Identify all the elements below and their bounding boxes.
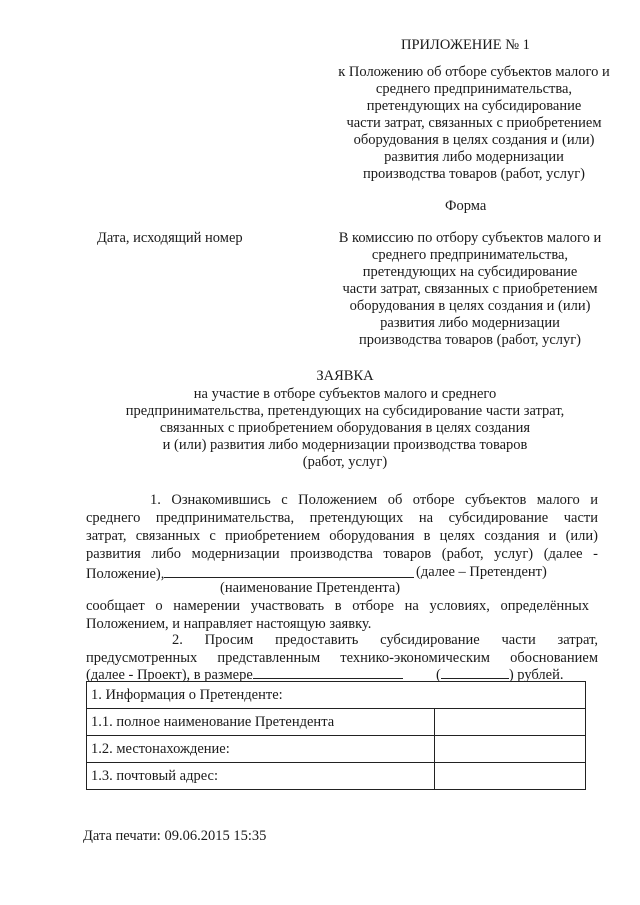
row-label: 1.1. полное наименование Претендента (87, 709, 435, 736)
para1-line6: сообщает о намерении участвовать в отборе на условиях, определённых (86, 598, 589, 614)
appendix-line: претендующих на субсидирование (366, 98, 582, 114)
appendix-title: ПРИЛОЖЕНИЕ № 1 (401, 37, 530, 53)
appendix-line: развития либо модернизации (384, 149, 564, 165)
print-date: Дата печати: 09.06.2015 15:35 (83, 828, 267, 844)
para1-line3: затрат, связанных с приобретением оборудования в целях создания и (или) (86, 528, 598, 544)
addressee-line: среднего предпринимательства, (371, 247, 569, 263)
para1-line5-end: (далее – Претендент) (416, 564, 547, 580)
addressee-line: части затрат, связанных с приобретением (342, 281, 598, 297)
application-subtitle-line: предпринимательства, претендующих на субсидирование части затрат, (125, 403, 565, 419)
form-label: Форма (445, 198, 487, 214)
row-label: 1.3. почтовый адрес: (87, 763, 435, 790)
table-header-cell: 1. Информация о Претенденте: (87, 682, 586, 709)
rubles-label: ) рублей. (508, 667, 564, 683)
paren-open: ( (436, 667, 441, 683)
para1-line5-start: Положение), (86, 566, 165, 582)
application-subtitle-line: (работ, услуг) (302, 454, 388, 470)
appendix-line: оборудования в целях создания и (или) (353, 132, 595, 148)
para1-line2: среднего предпринимательства, претендующих на субсидирование части (86, 510, 598, 526)
addressee-line: развития либо модернизации (380, 315, 560, 331)
appendix-line: части затрат, связанных с приобретением (346, 115, 602, 131)
date-outgoing-number-label: Дата, исходящий номер (97, 230, 243, 246)
table-header-row (87, 682, 586, 709)
subsidy-amount-field[interactable] (253, 665, 403, 679)
appendix-line: среднего предпринимательства, (375, 81, 573, 97)
application-subtitle-line: и (или) развития либо модернизации производства товаров (162, 437, 528, 453)
addressee-line: оборудования в целях создания и (или) (349, 298, 591, 314)
table-row (87, 709, 586, 736)
application-subtitle (60, 386, 630, 471)
application-subtitle-line: на участие в отборе субъектов малого и среднего (193, 386, 497, 402)
addressee-line: В комиссию по отбору субъектов малого и (338, 230, 602, 246)
subsidy-amount-words-field[interactable] (441, 665, 509, 679)
appendix-line: к Положению об отборе субъектов малого и (338, 64, 610, 80)
applicant-name-field[interactable] (164, 564, 414, 578)
appendix-line: производства товаров (работ, услуг) (362, 166, 586, 182)
application-subtitle-line: связанных с приобретением оборудования в целях создания (159, 420, 531, 436)
addressee-block (320, 230, 620, 349)
application-title: ЗАЯВКА (316, 368, 374, 384)
applicant-name-caption: (наименование Претендента) (220, 580, 401, 596)
appendix-reference (318, 64, 630, 183)
row-label: 1.2. местонахождение: (87, 736, 435, 763)
applicant-info-table (86, 681, 586, 790)
para1-line4: развития либо модернизации производства товаров (работ, услуг) (далее - (86, 546, 598, 562)
table-row (87, 736, 586, 763)
para1-line1: 1. Ознакомившись с Положением об отборе субъектов малого и (150, 492, 598, 508)
row-value-cell[interactable] (435, 709, 586, 736)
para1-line7: Положением, и направляет настоящую заявку. (86, 616, 372, 632)
para2-line3-start: (далее - Проект), в размере (86, 667, 253, 683)
row-value-cell[interactable] (435, 736, 586, 763)
row-value-cell[interactable] (435, 763, 586, 790)
addressee-line: претендующих на субсидирование (362, 264, 578, 280)
table-row (87, 763, 586, 790)
addressee-line: производства товаров (работ, услуг) (358, 332, 582, 348)
para2-line1: 2. Просим предоставить субсидирование части затрат, (172, 632, 598, 648)
para2-line2: предусмотренных представленным технико-экономическим обоснованием (86, 650, 598, 666)
